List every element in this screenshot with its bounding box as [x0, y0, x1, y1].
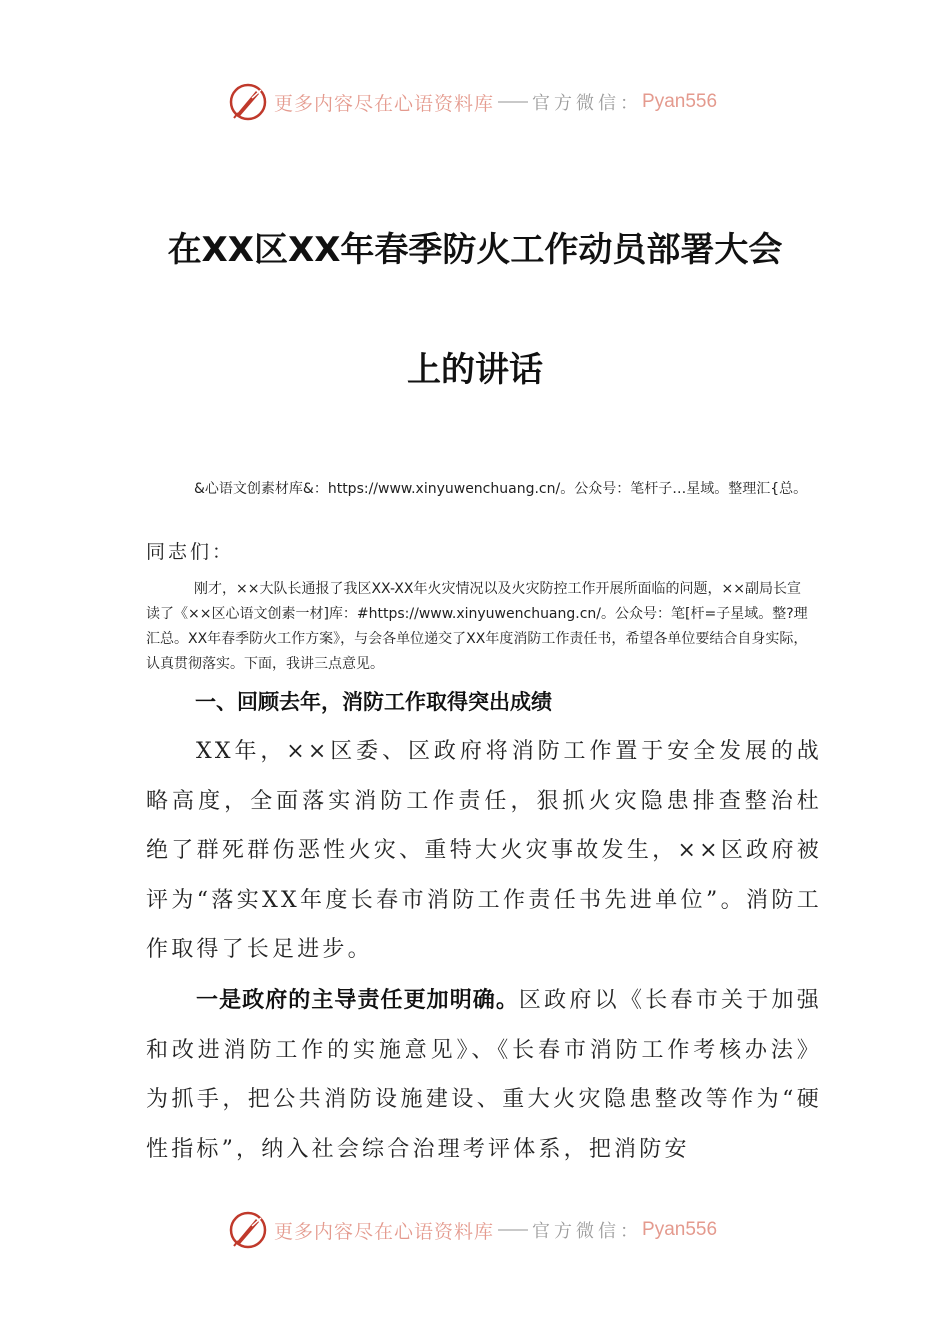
section-1-paragraph-2 [146, 976, 822, 1174]
watermark-wechat-id: Pyan556 [642, 91, 718, 112]
source-note: &心语文创素材库&：https://www.xinyuwenchuang.cn/。公众号：笔杆子…星域。整理汇{总。 [194, 481, 808, 497]
footer-watermark [228, 1210, 717, 1250]
quill-logo-icon [228, 82, 268, 122]
watermark-slogan: 更多内容尽在心语资料库 [274, 1220, 495, 1243]
watermark-official-label: 官方微信： [532, 93, 643, 114]
section-1-paragraph-1: XX年，××区委、区政府将消防工作置于安全发展的战略高度，全面落实消防工作责任，狠抓火灾隐患排查整治杜绝了群死群伤恶性火灾、重特大火灾事故发生，××区政府被评为“落实XX年度长春市消防工作责任书先进单位”。消防工作取得了长足进步。 [146, 739, 822, 963]
document-title-line-2: 上的讲话 [407, 350, 543, 390]
header-watermark [228, 82, 717, 122]
document-title-line-1: 在XX区XX年春季防火工作动员部署大会 [167, 230, 783, 270]
watermark-official-label: 官方微信： [532, 1221, 643, 1242]
greeting: 同志们： [146, 541, 235, 563]
section-1-heading: 一、回顾去年，消防工作取得突出成绩 [195, 690, 552, 714]
quill-logo-icon [228, 1210, 268, 1250]
watermark-dash [498, 101, 528, 103]
intro-paragraph: 刚才，××大队长通报了我区XX-XX年火灾情况以及火灾防控工作开展所面临的问题，××副局长宣读了《××区心语文创素一材]库：#https://www.xinyuwenchuang.cn/。公众号：笔[杆=子星域。整?理汇总。XX年春季防火工作方案》，与会各单位递交了XX年度消防工作责任书，希望各单位要结合自身实际，认真贯彻落实。下面，我讲三点意见。 [146, 581, 808, 672]
paragraph-lead-bold: 一是政府的主导责任更加明确。 [196, 988, 519, 1013]
watermark-slogan: 更多内容尽在心语资料库 [274, 92, 495, 115]
watermark-dash [498, 1229, 528, 1231]
paragraph-body-text: 区政府以《长春市关于加强和改进消防工作的实施意见》、《长春市消防工作考核办法》为抓手，把公共消防设施建设、重大火灾隐患整改等作为“硬性指标”，纳入社会综合治理考评体系，把消防安 [146, 988, 822, 1162]
watermark-wechat-id: Pyan556 [642, 1219, 718, 1240]
